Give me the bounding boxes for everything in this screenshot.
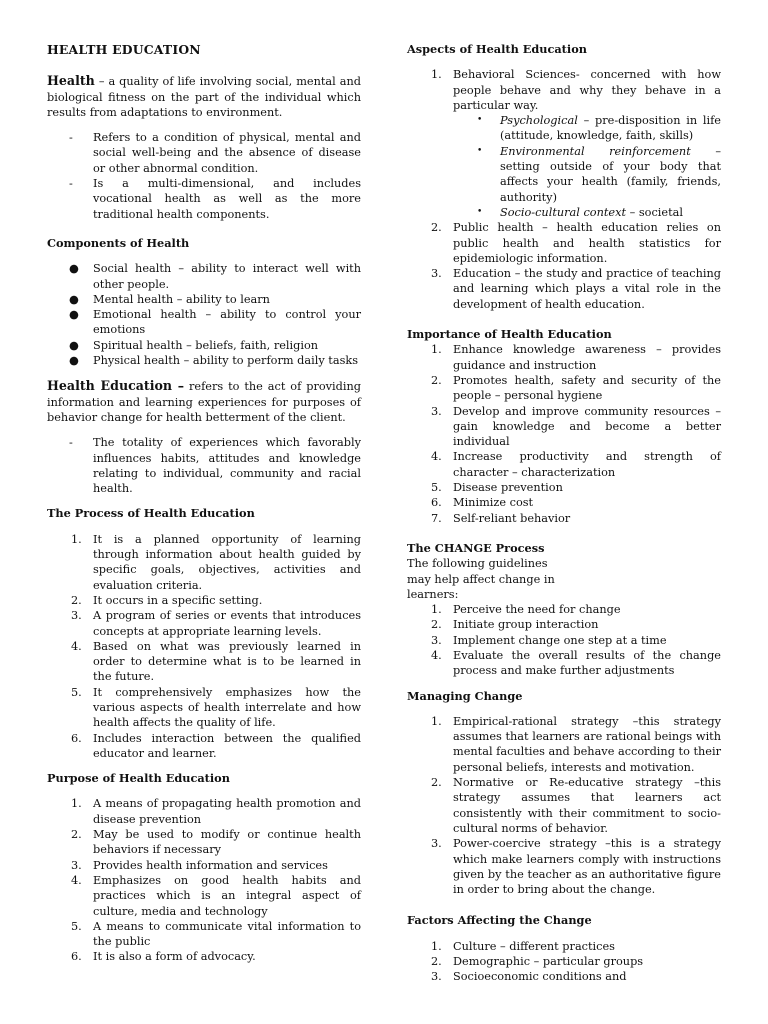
left-column bbox=[47, 42, 361, 965]
components-list bbox=[47, 261, 361, 368]
list-item: 2. Public health – health education relies on public health and health statistics for epidemiologic information. bbox=[431, 221, 721, 265]
list-number: 3. bbox=[71, 858, 82, 872]
list-number: 1. bbox=[431, 603, 442, 617]
list-number: 6. bbox=[71, 950, 82, 964]
list-item: ● Social health – ability to interact well with other people. bbox=[69, 262, 361, 291]
list-item: 4. Evaluate the overall results of the change process and make further adjustments bbox=[431, 648, 721, 678]
list-item: 3. Education – the study and practice of teaching and learning which plays a vital role in the development of health education. bbox=[431, 267, 721, 311]
aspects-list bbox=[407, 67, 721, 312]
list-number: 1. bbox=[71, 797, 82, 811]
list-item: - Refers to a condition of physical, mental and social well-being and the absence of disease or other abnormal condition. bbox=[69, 131, 361, 175]
list-item: 2. Initiate group interaction bbox=[431, 618, 599, 632]
list-item: 5. It comprehensively emphasizes how the various aspects of health interrelate and how health affects the quality of life. bbox=[71, 685, 361, 730]
bullet-icon: • bbox=[477, 115, 483, 126]
bullet-icon: ● bbox=[69, 292, 79, 306]
list-number: 3. bbox=[431, 267, 442, 281]
health-definition bbox=[47, 73, 361, 120]
health-def-text: – a quality of life involving social, mental and biological fitness on the part of the individual which results from adaptations to environment. bbox=[47, 75, 361, 119]
list-item: ● Emotional health – ability to control your emotions bbox=[69, 308, 361, 337]
list-number: 5. bbox=[431, 481, 442, 495]
managing-heading: Managing Change bbox=[407, 688, 523, 703]
importance-list bbox=[407, 342, 721, 526]
list-item: 7. Self-reliant behavior bbox=[431, 511, 571, 525]
list-number: 1. bbox=[431, 939, 442, 953]
health-education-points bbox=[47, 435, 361, 496]
list-item: 5. Disease prevention bbox=[431, 481, 563, 495]
list-item: 2. Normative or Re-educative strategy –this strategy assumes that learners act consistently with their commitment to socio-cultural norms of behavior. bbox=[431, 776, 721, 835]
health-term: Health bbox=[47, 73, 95, 89]
list-item: 6. It is also a form of advocacy. bbox=[71, 950, 256, 964]
sublist-item: • Psychological – pre-disposition in life (attitude, knowledge, faith, skills) bbox=[477, 114, 721, 143]
list-item: 4. Emphasizes on good health habits and practices which is an integral aspect of culture, media and technology bbox=[71, 873, 361, 918]
list-item: 4. Based on what was previously learned in order to determine what is to be learned in the future. bbox=[71, 639, 361, 684]
list-number: 7. bbox=[431, 511, 442, 525]
bullet-icon: ● bbox=[69, 354, 79, 368]
change-heading: The CHANGE Process bbox=[407, 540, 545, 555]
list-number: 3. bbox=[431, 837, 442, 851]
document-title: HEALTH EDUCATION bbox=[47, 42, 201, 57]
list-item: 4. Increase productivity and strength of character – characterization bbox=[431, 450, 721, 479]
bullet-icon: ● bbox=[69, 308, 79, 322]
list-item: ● Mental health – ability to learn bbox=[69, 292, 270, 306]
list-item: 3. Develop and improve community resources – gain knowledge and become a better individual bbox=[431, 404, 721, 449]
list-item: 1. Perceive the need for change bbox=[431, 603, 621, 617]
aspect-sublist bbox=[407, 113, 721, 220]
list-number: 2. bbox=[71, 828, 82, 842]
list-item: 1. Culture – different practices bbox=[431, 939, 615, 953]
list-number: 1. bbox=[431, 68, 442, 82]
health-education-definition bbox=[47, 378, 361, 425]
list-item: 1. It is a planned opportunity of learning through information about health guided by specific goals, objectives, activities and evaluation criteria. bbox=[71, 532, 361, 592]
list-item: 6. Includes interaction between the qualified educator and learner. bbox=[71, 731, 361, 760]
process-list bbox=[47, 532, 361, 761]
list-number: 4. bbox=[431, 450, 442, 464]
list-item: - Is a multi-dimensional, and includes vocational health as well as the more traditional health components. bbox=[69, 177, 361, 221]
list-number: 4. bbox=[71, 639, 82, 653]
list-number: 6. bbox=[431, 496, 442, 510]
list-item: 6. Minimize cost bbox=[431, 496, 534, 510]
change-intro: The following guidelines may help affect change in learners: bbox=[407, 557, 555, 601]
sublist-item: • Environmental reinforcement – setting outside of your body that affects your health (family, friends, authority) bbox=[477, 144, 721, 204]
list-number: 2. bbox=[431, 955, 442, 969]
list-number: 5. bbox=[71, 685, 82, 699]
purpose-heading: Purpose of Health Education bbox=[47, 771, 230, 786]
factors-list bbox=[407, 939, 721, 985]
list-number: 5. bbox=[71, 919, 82, 933]
list-number: 3. bbox=[71, 609, 82, 623]
dash-marker: - bbox=[69, 177, 73, 191]
list-item: ● Spiritual health – beliefs, faith, religion bbox=[69, 338, 319, 352]
list-number: 1. bbox=[431, 343, 442, 357]
importance-heading: Importance of Health Education bbox=[407, 327, 612, 342]
list-item: 1. Behavioral Sciences- concerned with how people behave and why they behave in a particular way. • Psychological – pre-disposition in life (attitude, knowledge, faith, skills) • Environmental reinforcement – setting outside of your body that affects your health (family, friends, authority) • Socio-cultural context – societal bbox=[407, 67, 721, 220]
sublist-item: • Socio-cultural context – societal bbox=[477, 205, 683, 219]
health-education-def-text: refers to the act of providing information and learning experiences for purposes of behavior change for health betterment of the client. bbox=[47, 380, 361, 424]
list-item: 1. Empirical-rational strategy –this strategy assumes that learners are rational beings with mental faculties and behave according to their personal beliefs, interests and motivation. bbox=[431, 714, 721, 774]
list-item: 3. Socioeconomic conditions and bbox=[431, 970, 627, 984]
list-item: 3. Implement change one step at a time bbox=[431, 633, 667, 647]
bullet-icon: • bbox=[477, 206, 483, 217]
right-column bbox=[407, 42, 721, 985]
list-number: 4. bbox=[431, 648, 442, 662]
managing-list bbox=[407, 714, 721, 898]
list-number: 2. bbox=[431, 221, 442, 235]
list-number: 2. bbox=[431, 618, 442, 632]
list-item: 1. Enhance knowledge awareness – provides guidance and instruction bbox=[431, 343, 721, 372]
list-number: 2. bbox=[431, 776, 442, 790]
list-item: 2. Demographic – particular groups bbox=[431, 955, 644, 969]
components-heading: Components of Health bbox=[47, 235, 190, 250]
list-number: 6. bbox=[71, 731, 82, 745]
list-item: 3. A program of series or events that introduces concepts at appropriate learning levels. bbox=[71, 609, 361, 638]
list-number: 2. bbox=[431, 373, 442, 387]
list-number: 3. bbox=[431, 970, 442, 984]
change-list bbox=[407, 602, 721, 678]
health-points bbox=[47, 130, 361, 222]
list-number: 4. bbox=[71, 873, 82, 887]
bullet-icon: ● bbox=[69, 338, 79, 352]
list-number: 1. bbox=[431, 714, 442, 728]
list-number: 2. bbox=[71, 593, 82, 607]
dash-marker: - bbox=[69, 436, 73, 450]
list-item: 5. A means to communicate vital information to the public bbox=[71, 919, 361, 949]
list-item: 2. May be used to modify or continue health behaviors if necessary bbox=[71, 828, 361, 857]
factors-heading: Factors Affecting the Change bbox=[407, 913, 592, 928]
list-item: ● Physical health – ability to perform daily tasks bbox=[69, 354, 359, 368]
dash-marker: - bbox=[69, 131, 73, 145]
process-heading: The Process of Health Education bbox=[47, 506, 255, 521]
bullet-icon: • bbox=[477, 145, 483, 156]
list-item: 3. Provides health information and services bbox=[71, 858, 328, 872]
bullet-icon: ● bbox=[69, 262, 79, 276]
aspects-heading: Aspects of Health Education bbox=[407, 42, 587, 56]
purpose-list bbox=[47, 796, 361, 964]
health-education-term: Health Education – bbox=[47, 378, 185, 394]
list-item: 1. A means of propagating health promotion and disease prevention bbox=[71, 797, 361, 826]
list-number: 1. bbox=[71, 532, 82, 546]
list-item: 2. It occurs in a specific setting. bbox=[71, 593, 263, 607]
list-item: 3. Power-coercive strategy –this is a strategy which make learners comply with instructions given by the teacher as an authoritative figure in order to bring about the change. bbox=[431, 837, 721, 897]
list-item: - The totality of experiences which favorably influences habits, attitudes and knowledge relating to individual, community and racial health. bbox=[69, 436, 361, 496]
list-number: 3. bbox=[431, 404, 442, 418]
list-item: 2. Promotes health, safety and security of the people – personal hygiene bbox=[431, 373, 721, 403]
list-number: 3. bbox=[431, 633, 442, 647]
